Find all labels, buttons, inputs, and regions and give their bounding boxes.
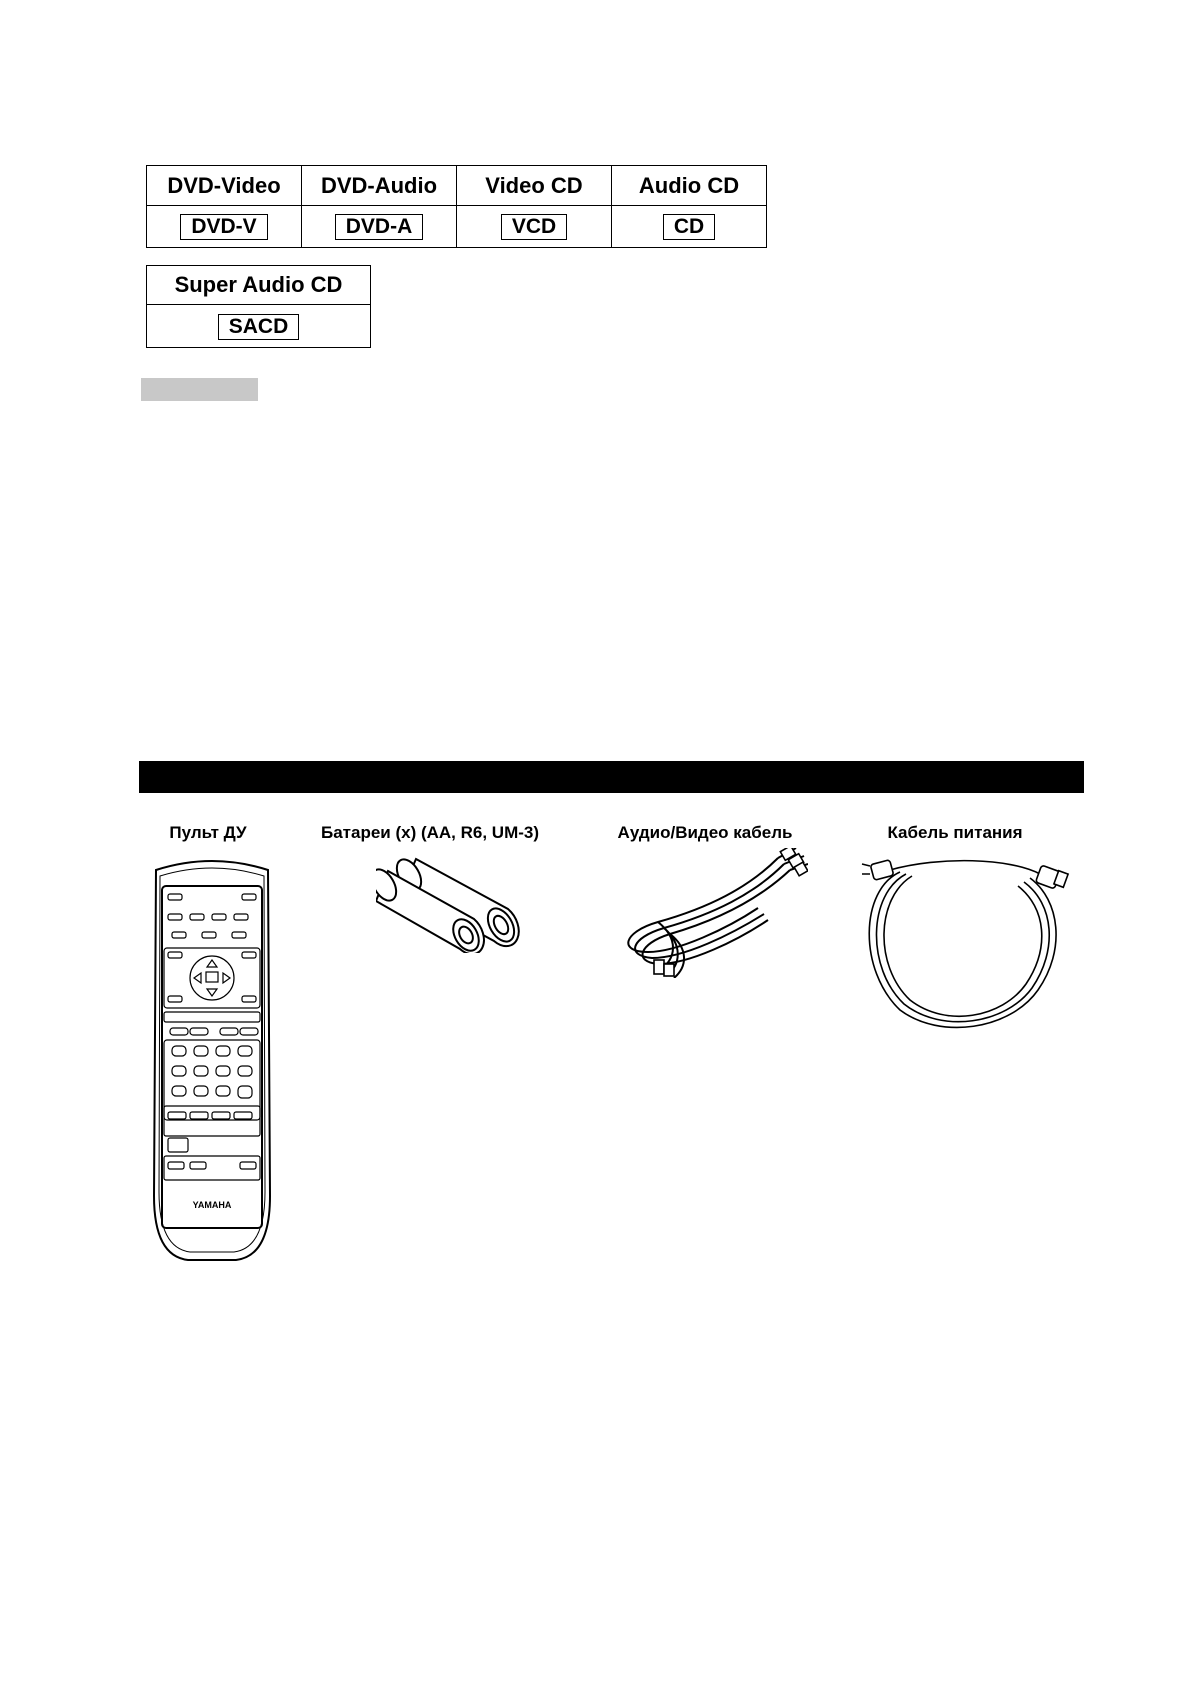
accessory-label-av-cable: Аудио/Видео кабель — [617, 823, 793, 842]
accessory-label-batteries: Батареи (x) (AA, R6, UM-3) — [320, 823, 540, 842]
format-header-super-audio-cd: Super Audio CD — [147, 266, 371, 305]
format-header-dvd-video: DVD-Video — [147, 166, 302, 206]
remote-brand-logo: YAMAHA — [192, 1200, 232, 1210]
format-cell-sacd — [147, 305, 371, 348]
accessory-label-remote: Пульт ДУ — [169, 823, 247, 842]
format-badge-dvd-a: DVD-A — [335, 214, 424, 240]
format-badge-dvd-v: DVD-V — [180, 214, 267, 240]
accessory-label-power-cable: Кабель питания — [887, 823, 1023, 842]
format-header-video-cd: Video CD — [457, 166, 612, 206]
power-cable-icon — [860, 850, 1080, 1030]
format-badge-cd: CD — [663, 214, 715, 240]
sacd-table — [146, 265, 371, 348]
disc-formats-table — [146, 165, 767, 248]
section-heading-bar — [141, 378, 258, 401]
batteries-icon — [376, 853, 526, 953]
av-cable-icon — [618, 848, 808, 978]
format-cell-vcd — [457, 206, 612, 248]
format-cell-cd — [612, 206, 767, 248]
format-cell-dvd-a — [302, 206, 457, 248]
format-badge-sacd: SACD — [218, 314, 300, 340]
format-badge-vcd: VCD — [501, 214, 567, 240]
format-header-dvd-audio: DVD-Audio — [302, 166, 457, 206]
remote-control-icon — [146, 856, 278, 1266]
accessories-section-bar — [139, 761, 1084, 793]
format-header-audio-cd: Audio CD — [612, 166, 767, 206]
format-cell-dvd-v — [147, 206, 302, 248]
